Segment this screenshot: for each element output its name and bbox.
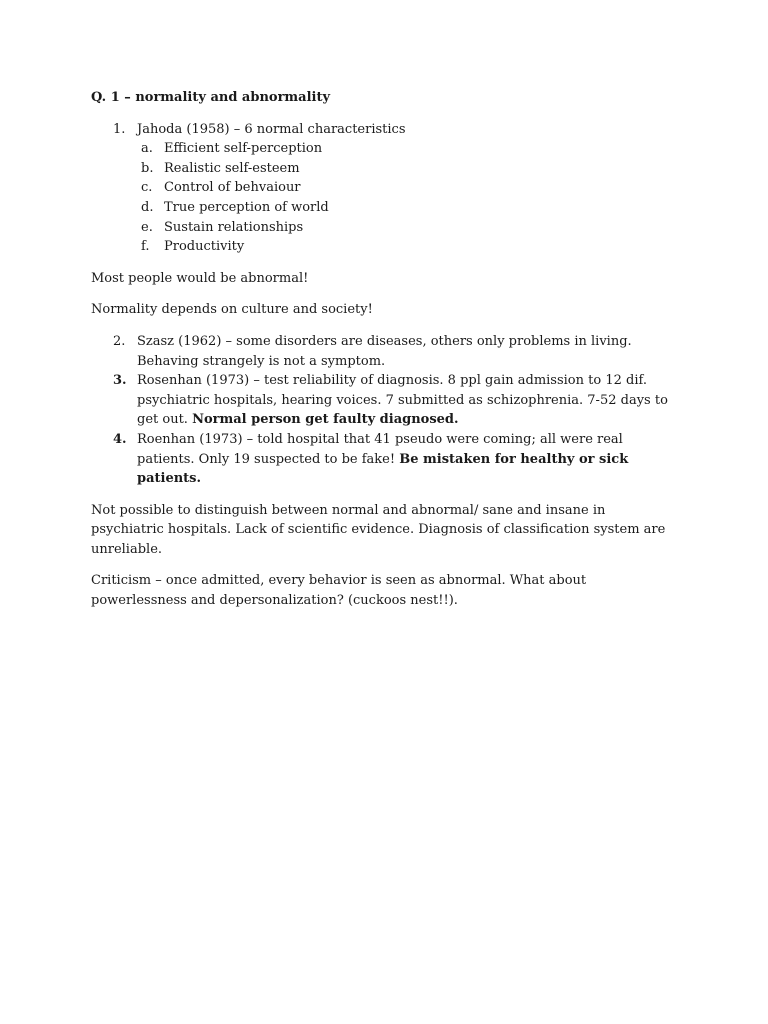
sub-list-marker: b. <box>141 160 154 176</box>
emphasis-text: Normal person get faulty diagnosed. <box>192 412 459 428</box>
list-item-3 <box>91 371 681 430</box>
sub-list-item <box>91 218 681 238</box>
sub-list-text: Control of behvaiour <box>164 180 301 196</box>
list-marker: 1. <box>113 121 126 137</box>
list-item-4 <box>91 430 681 489</box>
sub-list-text: Realistic self-esteem <box>164 160 300 176</box>
sub-list-item <box>91 159 681 179</box>
sub-list-item <box>91 198 681 218</box>
sub-list-marker: c. <box>141 180 153 196</box>
sub-list-text: Productivity <box>164 239 245 255</box>
sub-list-marker: a. <box>141 141 153 157</box>
document-page <box>91 88 681 623</box>
sub-list-item <box>91 178 681 198</box>
sub-list-marker: f. <box>141 239 150 255</box>
jahoda-sub-list <box>91 139 681 257</box>
jahoda-section <box>91 120 681 257</box>
list-item-text: Jahoda (1958) – 6 normal characteristics <box>137 121 406 137</box>
list-marker: 2. <box>113 333 126 349</box>
paragraph-distinguish: Not possible to distinguish between normal and abnormal/ sane and insane in psychiatric hospitals. Lack of scientific evidence. Diagnosis of classification system are unreliable. <box>91 502 666 557</box>
sub-list-marker: d. <box>141 199 154 215</box>
sub-list-marker: e. <box>141 219 153 235</box>
sub-list-text: Sustain relationships <box>164 219 304 235</box>
sub-list-text: Efficient self-perception <box>164 141 323 157</box>
sub-list-text: True perception of world <box>164 199 329 215</box>
studies-section <box>91 332 681 489</box>
list-item-text: Szasz (1962) – some disorders are diseases, others only problems in living. Behaving strangely is not a symptom. <box>137 333 632 369</box>
list-item-2 <box>91 332 681 371</box>
question-heading: Q. 1 – normality and abnormality <box>91 90 331 105</box>
emphasis-text: Be mistaken for healthy or sick patients. <box>137 451 629 487</box>
sub-list-item <box>91 237 681 257</box>
list-item-1 <box>91 120 681 140</box>
list-item-text: Roenhan (1973) – told hospital that 41 pseudo were coming; all were real patients. Only 19 suspected to be fake! Be mistaken for healthy or sick patients. <box>137 431 629 487</box>
list-marker: 3. <box>113 373 127 389</box>
paragraph-criticism: Criticism – once admitted, every behavior is seen as abnormal. What about powerlessness and depersonalization? (cuckoos nest!!). <box>91 573 587 609</box>
list-marker: 4. <box>113 431 127 447</box>
sub-list-item <box>91 139 681 159</box>
list-item-text: Rosenhan (1973) – test reliability of diagnosis. 8 ppl gain admission to 12 dif. psychiatric hospitals, hearing voices. 7 submitted as schizophrenia. 7-52 days to get out. Normal person get faulty diagnosed. <box>137 373 668 428</box>
paragraph-abnormal: Most people would be abnormal! <box>91 270 309 286</box>
paragraph-culture: Normality depends on culture and society! <box>91 302 373 318</box>
